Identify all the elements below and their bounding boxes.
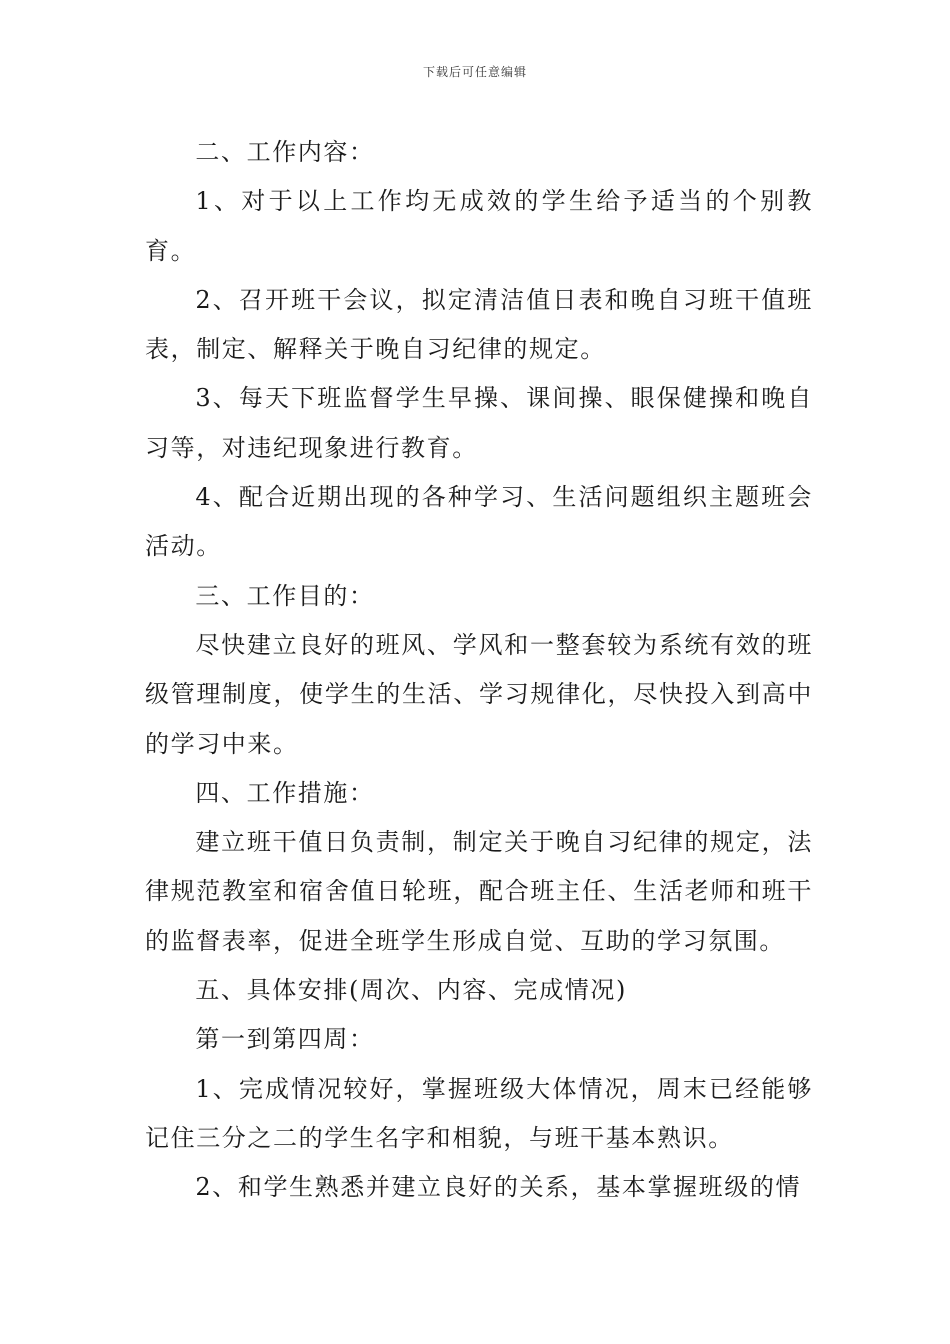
page-header: 下载后可任意编辑 [422, 65, 527, 79]
paragraph-item-4: 4、配合近期出现的各种学习、生活问题组织主题班会活动。 [145, 483, 813, 561]
section-heading-schedule: 五、具体安排(周次、内容、完成情况) [195, 976, 627, 1005]
paragraph-measures: 建立班干值日负责制，制定关于晚自习纪律的规定，法律规范教室和宿舍值日轮班，配合班主任、生活老师和班干的监督表率，促进全班学生形成自觉、互助的学习氛围。 [145, 828, 813, 955]
paragraph-item-1: 1、对于以上工作均无成效的学生给予适当的个别教育。 [145, 187, 813, 265]
document-body [145, 128, 813, 1213]
paragraph-week-item-2: 2、和学生熟悉并建立良好的关系，基本掌握班级的情 [195, 1173, 802, 1202]
paragraph-item-3: 3、每天下班监督学生早操、课间操、眼保健操和晚自习等，对违纪现象进行教育。 [145, 384, 813, 462]
subheading-weeks-1-4: 第一到第四周： [195, 1025, 375, 1054]
paragraph-week-item-1: 1、完成情况较好，掌握班级大体情况，周末已经能够记住三分之二的学生名字和相貌，与班干基本熟识。 [145, 1074, 813, 1152]
paragraph-item-2: 2、召开班干会议，拟定清洁值日表和晚自习班干值班表，制定、解释关于晚自习纪律的规定。 [145, 285, 813, 364]
section-heading-work-content: 二、工作内容： [195, 138, 375, 166]
paragraph-goal: 尽快建立良好的班风、学风和一整套较为系统有效的班级管理制度，使学生的生活、学习规律化，尽快投入到高中的学习中来。 [145, 630, 813, 758]
section-heading-work-measures: 四、工作措施： [195, 778, 375, 807]
section-heading-work-goal: 三、工作目的： [195, 581, 375, 610]
